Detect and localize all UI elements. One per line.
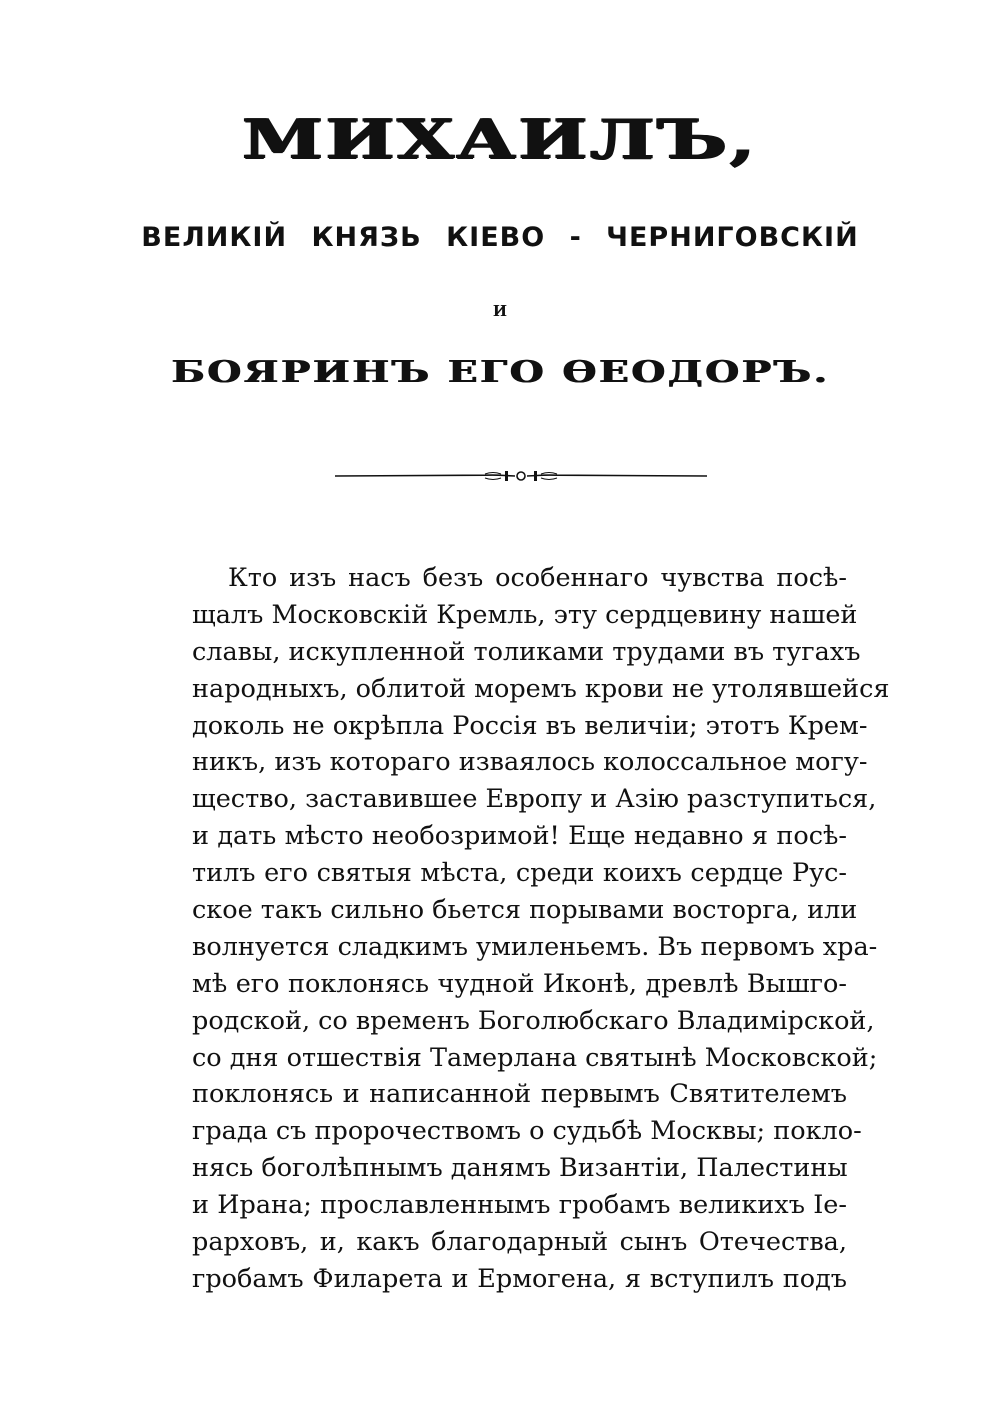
page-title: МИХАИЛЪ, [242, 107, 758, 171]
subtitle-boyar: БОЯРИНЪ ЕГО ѲЕОДОРЪ. [170, 355, 830, 390]
ornament-divider-icon [335, 466, 707, 486]
text-line: ское такъ сильно бьется порывами восторга, или [192, 895, 858, 926]
body-paragraph [192, 560, 890, 1298]
text-line: и Ирана; прославленнымъ гробамъ великихъ Іе- [192, 1190, 847, 1221]
conjunction: И [492, 302, 508, 320]
text-line: града съ пророчествомъ о судьбѣ Москвы; покло- [192, 1116, 862, 1147]
text-line: славы, искупленной толиками трудами въ тугахъ [192, 636, 861, 667]
text-line: родской, со временъ Боголюбскаго Владимірской, [192, 1005, 875, 1036]
text-line: щалъ Московскій Кремль, эту сердцевину нашей [192, 599, 858, 630]
text-line: нясь боголѣпнымъ данямъ Византіи, Палестины [192, 1153, 848, 1184]
subtitle-grand-prince: ВЕЛИКІЙ КНЯЗЬ КІЕВО - ЧЕРНИГОВСКІЙ [141, 222, 859, 253]
text-line: гробамъ Филарета и Ермогена, я вступилъ подъ [192, 1263, 847, 1294]
text-line: доколь не окрѣпла Россія въ величіи; этотъ Крем- [192, 710, 868, 741]
text-line: Кто изъ насъ безъ особеннаго чувства посѣ- [228, 563, 847, 593]
text-line: поклонясь и написанной первымъ Святителемъ [192, 1079, 847, 1110]
text-line: народныхъ, облитой моремъ крови не утолявшейся [192, 673, 890, 704]
text-line: волнуется сладкимъ умиленьемъ. Въ первомъ хра- [192, 931, 878, 962]
text-line: и дать мѣсто необозримой! Еще недавно я посѣ- [192, 821, 847, 852]
text-line: тилъ его святыя мѣста, среди коихъ сердце Рус- [192, 858, 847, 889]
text-line: мѣ его поклонясь чудной Иконѣ, древлѣ Вышго- [192, 968, 847, 999]
text-line: никъ, изъ котораго изваялось колоссальное могу- [192, 747, 868, 778]
text-line: рарховъ, и, какъ благодарный сынъ Отечества, [192, 1227, 847, 1258]
text-line: щество, заставившее Европу и Азію разступиться, [192, 784, 877, 815]
text-line: со дня отшествія Тамерлана святынѣ Московской; [192, 1042, 878, 1073]
